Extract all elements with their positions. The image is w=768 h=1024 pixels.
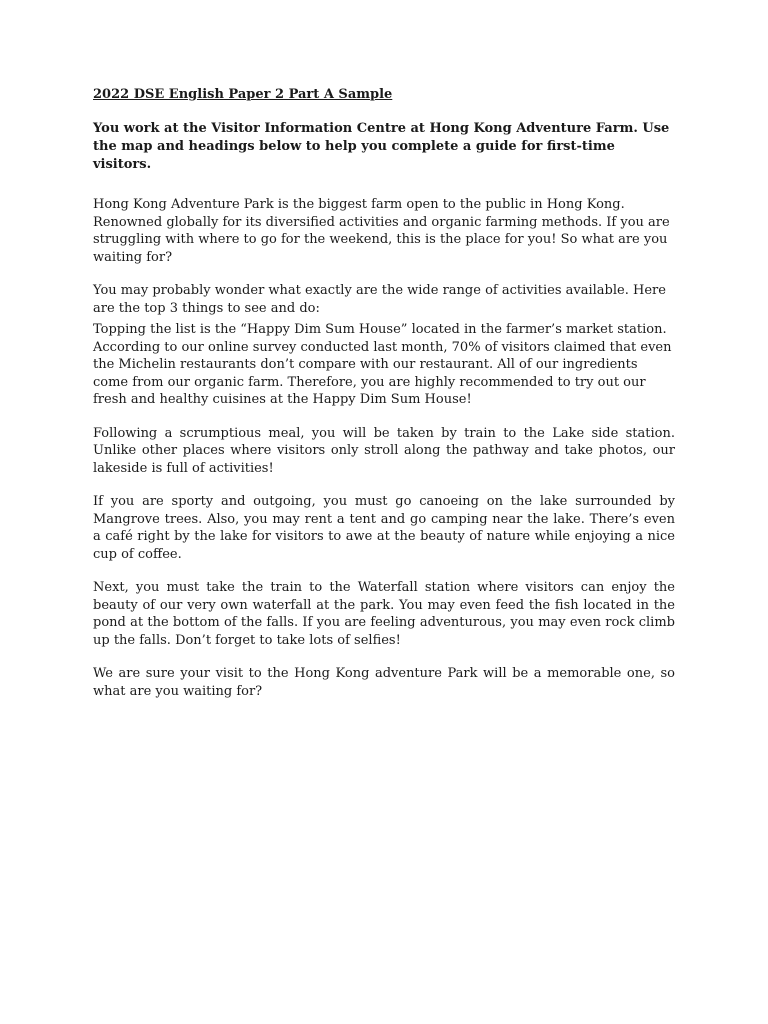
paragraph-conclusion: We are sure your visit to the Hong Kong adventure Park will be a memorable one, so what are you waiting for? <box>93 666 675 699</box>
paragraph-canoeing-camping: If you are sporty and outgoing, you must go canoeing on the lake surrounded by Mangrove trees. Also, you may rent a tent and go camping near the lake. There’s even a café right by the lake for visitors to awe at the beauty of nature while enjoying a nice cup of coffee. <box>93 494 675 562</box>
task-instruction: You work at the Visitor Information Centre at Hong Kong Adventure Farm. Use the map and headings below to help you complete a guide for first-time visitors. <box>93 121 670 172</box>
paragraph-intro: Hong Kong Adventure Park is the biggest farm open to the public in Hong Kong. Renowned globally for its diversified activities and organic farming methods. If you are struggling with where to go for the weekend, this is the place for you! So what are you waiting for? <box>93 197 670 265</box>
document-heading: 2022 DSE English Paper 2 Part A Sample <box>93 87 393 102</box>
document-page <box>93 86 675 716</box>
paragraph-lakeside: Following a scrumptious meal, you will be taken by train to the Lake side station. Unlike other places where visitors only stroll along the pathway and take photos, our lakeside is full of activities! <box>93 425 675 476</box>
paragraph-dim-sum-house: Topping the list is the “Happy Dim Sum House” located in the farmer’s market station. According to our online survey conducted last month, 70% of visitors claimed that even the Michelin restaurants don’t compare with our restaurant. All of our ingredients come from our organic farm. Therefore, you are highly recommended to try out our fresh and healthy cuisines at the Happy Dim Sum House! <box>93 322 672 407</box>
paragraph-waterfall: Next, you must take the train to the Waterfall station where visitors can enjoy the beauty of our very own waterfall at the park. You may even feed the fish located in the pond at the bottom of the falls. If you are feeling adventurous, you may even rock climb up the falls. Don’t forget to take lots of selfies! <box>93 580 675 648</box>
paragraph-activities-overview: You may probably wonder what exactly are the wide range of activities available. Here are the top 3 things to see and do: <box>93 283 666 316</box>
